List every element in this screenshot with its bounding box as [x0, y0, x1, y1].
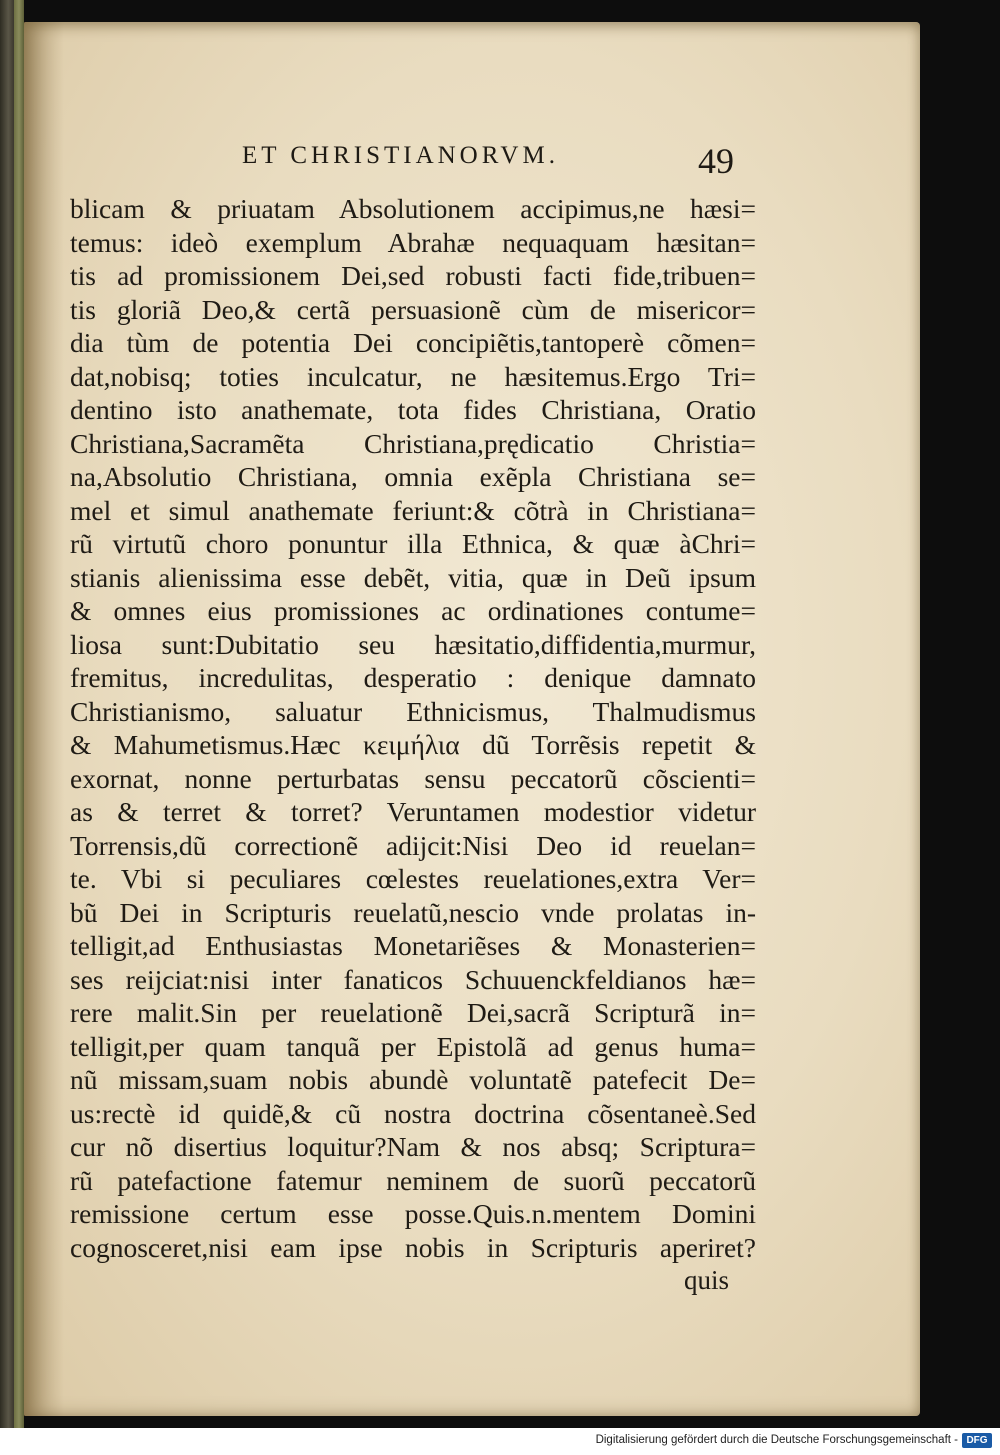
text-line: us:rectè id quidẽ,& cũ nostra doctrina cõsentaneè.Sed	[70, 1097, 756, 1129]
body-text	[70, 192, 756, 1264]
text-line: rũ virtutũ choro ponuntur illa Ethnica, & quæ àChri=	[70, 528, 756, 559]
page-gutter-shadow	[24, 22, 64, 1416]
text-line: fremitus, incredulitas, desperatio : denique damnato	[70, 662, 756, 693]
text-line: nũ missam,suam nobis abundè voluntatẽ patefecit De=	[70, 1064, 756, 1095]
text-line: stianis alienissima esse debẽt, vitia, quæ in Deũ ipsum	[70, 561, 756, 593]
funding-credit: Digitalisierung gefördert durch die Deutsche Forschungsgemeinschaft -	[595, 1434, 958, 1446]
text-line: telligit,per quam tanquã per Epistolã ad genus huma=	[70, 1030, 756, 1062]
book-page	[24, 22, 920, 1416]
text-line: tis gloriã Deo,& certã persuasionẽ cùm de misericor=	[70, 293, 756, 325]
text-line: dentino isto anathemate, tota fides Christiana, Oratio	[70, 394, 756, 425]
book-spine-edge	[0, 0, 14, 1428]
catchword: quis	[684, 1265, 730, 1295]
text-line: remissione certum esse posse.Quis.n.mentem Domini	[70, 1198, 756, 1229]
text-line: & omnes eius promissiones ac ordinationes contume=	[70, 595, 756, 626]
text-line: exornat, nonne perturbatas sensu peccatorũ cõscienti=	[70, 762, 756, 794]
text-line: Christianismo, saluatur Ethnicismus, Thalmudismus	[70, 695, 756, 727]
text-line: bũ Dei in Scripturis reuelatũ,nescio vnde prolatas in-	[70, 896, 756, 928]
text-line: Torrensis,dũ correctionẽ adijcit:Nisi Deo id reuelan=	[70, 829, 756, 861]
book-cover-strip	[14, 0, 24, 1428]
text-line: liosa sunt:Dubitatio seu hæsitatio,diffidentia,murmur,	[70, 628, 756, 660]
dfg-logo: DFG	[962, 1433, 992, 1448]
text-line: tis ad promissionem Dei,sed robusti facti fide,tribuen=	[70, 260, 756, 291]
text-line: temus: ideò exemplum Abrahæ nequaquam hæsitan=	[70, 226, 756, 258]
text-line: & Mahumetismus.Hæc κειμήλια dũ Torrẽsis repetit &	[70, 729, 756, 760]
text-line: dia tùm de potentia Dei concipiẽtis,tantoperè cõmen=	[70, 327, 756, 358]
text-line: ses reijciat:nisi inter fanaticos Schuuenckfeldianos hæ=	[70, 963, 756, 995]
text-line: mel et simul anathemate feriunt:& cõtrà in Christiana=	[70, 494, 756, 526]
text-line: Christiana,Sacramẽta Christiana,prędicatio Christia=	[70, 427, 756, 459]
text-line: dat,nobisq; toties inculcatur, ne hæsitemus.Ergo Tri=	[70, 360, 756, 392]
page-number: 49	[698, 141, 734, 181]
text-line: te. Vbi si peculiares cœlestes reuelationes,extra Ver=	[70, 863, 756, 894]
running-head	[24, 140, 920, 184]
text-line: blicam & priuatam Absolutionem accipimus,ne hæsi=	[70, 193, 756, 224]
running-head-title: ET CHRISTIANORVM.	[242, 142, 559, 169]
text-line: rere malit.Sin per reuelationẽ Dei,sacrã Scripturã in=	[70, 997, 756, 1028]
text-line: na,Absolutio Christiana, omnia exẽpla Christiana se=	[70, 461, 756, 492]
text-line: as & terret & torret? Veruntamen modestior videtur	[70, 796, 756, 827]
text-line: cognosceret,nisi eam ipse nobis in Scripturis aperiret?	[70, 1231, 756, 1263]
footer-bar	[0, 1428, 1000, 1455]
text-line: rũ patefactione fatemur neminem de suorũ peccatorũ	[70, 1164, 756, 1196]
text-line: cur nõ disertius loquitur?Nam & nos absq; Scriptura=	[70, 1131, 756, 1162]
text-line: telligit,ad Enthusiastas Monetariẽses & Monasterien=	[70, 930, 756, 961]
